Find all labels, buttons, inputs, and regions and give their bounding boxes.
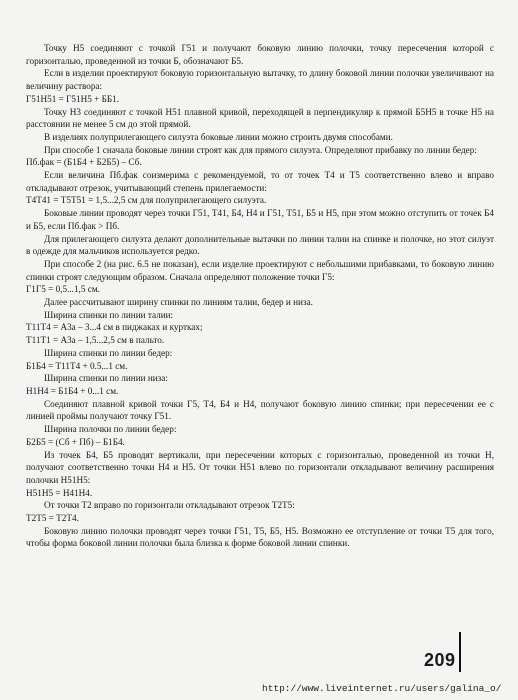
formula-9: Б2Б5 = (Сб + Пб) – Б1Б4. [26,436,125,447]
formula-7: Б1Б4 = Т11Т4 + 0.5...1 см. [26,360,128,371]
paragraph-14: Соединяют плавной кривой точки Г5, Т4, Б4 и H4, получают боковую линию спинки; при пересечении ее с линией проймы получают точку Г51. [26,398,494,422]
footer-url: http://www.liveinternet.ru/users/galina_o/ [262,683,502,694]
paragraph-7: Боковые линии проводят через точки Г51, Т41, Б4, H4 и Г51, Т51, Б5 и H5, при этом можно отступить от точек Б4 и Б5, если Пб.фак > Пб. [26,208,494,231]
paragraph-10: Далее рассчитывают ширину спинки по линиям талии, бедер и низа. [44,297,313,308]
paragraph-9: При способе 2 (на рис. 6.5 не показан), если изделие проектируют с небольшими прибавками, то боковую линию спинки строят следующим образом. Сначала определяют положение точки Г5: [26,258,494,282]
formula-5: Т11Т4 = А3а – 3...4 см в пиджаках и куртках; [26,322,203,333]
paragraph-17: От точки Т2 вправо по горизонтали откладывают отрезок Т2Т5: [44,500,295,511]
paragraph-16: Из точек Б4, Б5 проводят вертикали, при пересечении которых с горизонталью, проведенной из точки H, получают соответственно точки H4 и H5. От точки H51 влево по горизонтали откладывают величину расширения полочки H51H5: [26,449,494,485]
paragraph-4: В изделиях полуприлегающего силуэта боковые линии можно строить двумя способами. [44,131,393,142]
formula-6: Т11Т1 = А3а – 1,5...2,5 см в пальто. [26,335,165,346]
paragraph-1: Точку H5 соединяют с точкой Г51 и получают боковую линию полочки, точку пересечения которой с горизонталью, проведенной из точки Б, обозначают Б5. [26,43,494,66]
formula-8: H1H4 = Б1Б4 + 0...1 см. [26,385,119,396]
paragraph-5: При способе 1 сначала боковые линии строят как для прямого силуэта. Определяют прибавку по линии бедер: [44,144,477,155]
paragraph-18: Боковую линию полочки проводят через точки Г51, Т5, Б5, H5. Возможно ее отступление от точки Т5 для того, чтобы форма боковой линии полочки была близка к форме боковой линии спинки. [26,525,494,549]
paragraph-2: Если в изделии проектируют боковую горизонтальную вытачку, то длину боковой линии полочки увеличивают на величину раствора: [26,68,494,92]
paragraph-15: Ширина полочки по линии бедер: [44,424,177,435]
formula-1: Г51H51 = Г51H5 + ББ1. [26,93,120,104]
paragraph-13: Ширина спинки по линии низа: [44,373,168,384]
page-number-rule [459,632,461,672]
formula-11: Т2Т5 = Т2Т4. [26,513,79,524]
page-number: 209 [424,650,456,670]
paragraph-12: Ширина спинки по линии бедер: [44,347,173,358]
formula-4: Г1Г5 = 0,5...1,5 см. [26,284,100,295]
formula-2: Пб.фак = (Б1Б4 + Б2Б5) – Сб. [26,157,142,168]
paragraph-6: Если величина Пб.фак соизмерима с рекомендуемой, то от точек Т4 и Т5 соответственно влево и вправо откладывают отрезок, учитывающий степень прилегаемости: [26,170,494,193]
paragraph-11: Ширина спинки по линии талии: [44,309,174,320]
paragraph-3: Точку H3 соединяют с точкой H51 плавной кривой, переходящей в перпендикуляр к прямой Б5H5 в точке H5 на расстоянии не менее 5 см до этой прямой. [26,106,494,130]
body-text [26,42,494,550]
formula-10: H51H5 = H41H4. [26,487,93,498]
paragraph-8: Для прилегающего силуэта делают дополнительные вытачки по линии талии на спинке и полочке, но этот силуэт в одежде для мальчиков используется редко. [26,233,494,257]
formula-3: Т4Т41 = Т5Т51 = 1,5...2,5 см для полуприлегающего силуэта. [26,195,267,206]
